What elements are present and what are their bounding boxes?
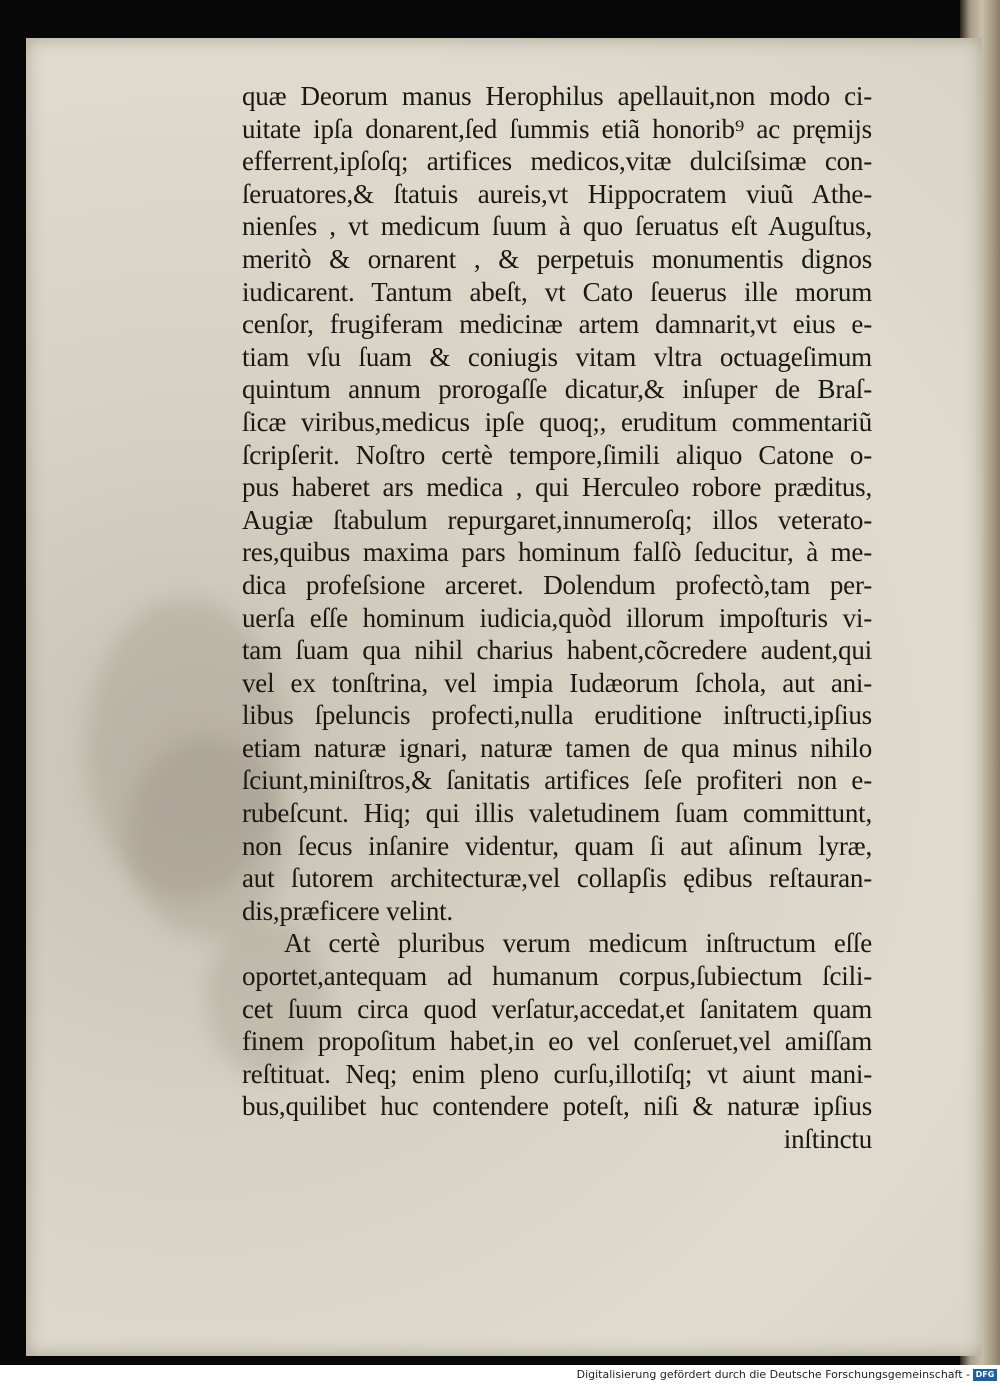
text-line: tam ſuam qua nihil charius habent,cõcredere audent,qui	[242, 635, 872, 666]
text-line: uerſa eſſe hominum iudicia,quòd illorum impoſturis vi-	[242, 602, 872, 633]
text-line: quintum annum prorogaſſe dicatur,& inſuper de Braſ-	[242, 374, 872, 405]
text-line: nienſes , vt medicum ſuum à quo ſeruatus eſt Auguſtus,	[242, 211, 872, 242]
text-line: ſciunt,miniſtros,& ſanitatis artifices ſeſe profiteri non e-	[242, 765, 872, 796]
text-line: iudicarent. Tantum abeſt, vt Cato ſeuerus ille morum	[242, 276, 872, 307]
text-line: aut ſutorem architecturæ,vel collapſis ędibus reſtauran-	[242, 863, 872, 894]
text-line: quæ Deorum manus Herophilus apellauit,non modo ci-	[242, 81, 872, 111]
text-line: oportet,antequam ad humanum corpus,ſubiectum ſcili-	[242, 961, 872, 992]
text-line: pus haberet ars medica , qui Herculeo robore præditus,	[242, 472, 872, 503]
text-line: non ſecus inſanire videntur, quam ſi aut aſinum lyræ,	[242, 830, 872, 861]
funding-notice: Digitalisierung gefördert durch die Deutsche Forschungsgemeinschaft -	[576, 1368, 970, 1381]
dfg-logo: DFG	[973, 1369, 997, 1381]
text-line: cet ſuum circa quod verſatur,accedat,et ſanitatem quam	[242, 993, 872, 1024]
text-line: finem propoſitum habet,in eo vel conſeruet,vel amiſſam	[242, 1026, 872, 1057]
text-line: Augiæ ſtabulum repurgaret,innumeroſq; illos veterato-	[242, 504, 872, 535]
text-line: bus,quilibet huc contendere poteſt, niſi & naturæ ipſius	[242, 1091, 872, 1122]
text-line: ſcripſerit. Noſtro certè tempore,ſimili aliquo Catone o-	[242, 439, 872, 470]
text-line: efferrent,ipſoſq; artifices medicos,vitæ dulciſsimæ con-	[242, 146, 872, 177]
catchword: inſtinctu	[783, 1124, 872, 1154]
digitization-footer	[0, 1365, 1000, 1385]
text-line: meritò & ornarent , & perpetuis monumentis dignos	[242, 243, 872, 274]
text-line: ſicæ viribus,medicus ipſe quoq;, eruditum commentariũ	[242, 406, 872, 437]
text-line: ſeruatores,& ſtatuis aureis,vt Hippocratem viuũ Athe-	[242, 178, 872, 209]
text-line: At certè pluribus verum medicum inſtructum eſſe	[284, 928, 872, 959]
text-line: res,quibus maxima pars hominum falſò ſeducitur, à me-	[242, 537, 872, 568]
text-line: tiam vſu ſuam & coniugis vitam vltra octuageſimum	[242, 341, 872, 372]
text-line: etiam naturæ ignari, naturæ tamen de qua minus nihilo	[242, 732, 872, 763]
text-line: vel ex tonſtrina, vel impia Iudæorum ſchola, aut ani-	[242, 667, 872, 698]
text-line: reſtituat. Neq; enim pleno curſu,illotiſq; vt aiunt mani-	[242, 1058, 872, 1089]
body-text	[242, 80, 872, 1156]
text-line: uitate ipſa donarent,ſed ſummis etiã honorib⁹ ac pręmijs	[242, 113, 872, 144]
text-line: dica profeſsione arceret. Dolendum profectò,tam per-	[242, 569, 872, 600]
text-line: rubeſcunt. Hiq; qui illis valetudinem ſuam committunt,	[242, 798, 872, 829]
text-line: libus ſpeluncis profecti,nulla eruditione inſtructi,ipſius	[242, 700, 872, 731]
text-line: dis,præficere velint.	[242, 895, 453, 926]
text-line: cenſor, frugiferam medicinæ artem damnarit,vt eius e-	[242, 309, 872, 340]
